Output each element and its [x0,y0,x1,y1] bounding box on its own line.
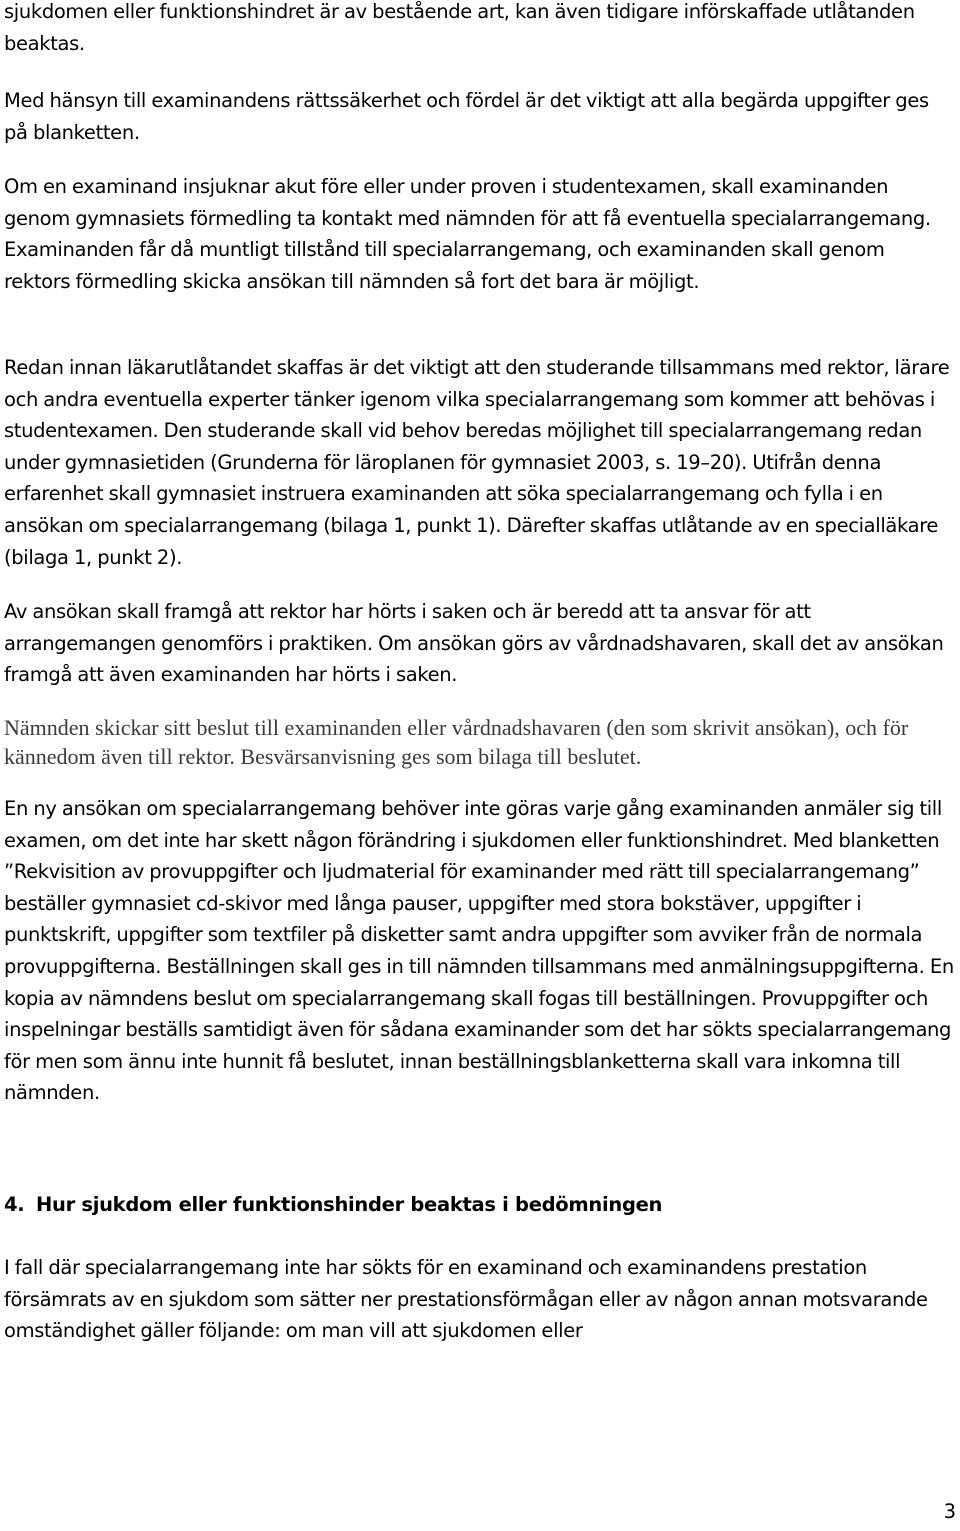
paragraph-medical-certificate: Redan innan läkarutlåtandet skaffas är det viktigt att den studerande tillsammans med rektor, lärare och andra eventuella experter tänker igenom vilka specialarrangemang som kommer att behövas i studentexamen. Den studerande skall vid behov beredas möjlighet till specialarrangemang redan under gymnasietiden (Grunderna för läroplanen för gymnasiet 2003, s. 19–20). Utifrån denna erfarenhet skall gymnasiet instruera examinanden att söka specialarrangemang och fylla i en ansökan om specialarrangemang (bilaga 1, punkt 1). Därefter skaffas utlåtande av en specialläkare (bilaga 1, punkt 2). [4,356,950,569]
paragraph-board-decision: Nämnden skickar sitt beslut till examinanden eller vårdnadshavaren (den som skrivit ansökan), och för kännedom även till rektor. Besvärsanvisning ges som bilaga till beslutet. [4,715,909,769]
section-number: 4. [4,1193,25,1216]
paragraph-assessment: I fall där specialarrangemang inte har sökts för en examinand och examinandens prestation försämrats av en sjukdom som sätter ner prestationsförmågan eller av någon annan motsvarande omständighet gäller följande: om man vill att sjukdomen eller [4,1256,928,1343]
page-number: 3 [943,1500,956,1523]
paragraph-application-rector: Av ansökan skall framgå att rektor har hörts i saken och är beredd att ta ansvar för att arrangemangen genomförs i praktiken. Om ansökan görs av vårdnadshavaren, skall det av ansökan framgå att även examinanden har hörts i saken. [4,600,944,687]
section-heading [4,1189,956,1221]
paragraph-legal-security: Med hänsyn till examinandens rättssäkerhet och fördel är det viktigt att alla begärda uppgifter ges på blanketten. [4,89,929,144]
paragraph-acute-illness: Om en examinand insjuknar akut före eller under proven i studentexamen, skall examinanden genom gymnasiets förmedling ta kontakt med nämnden för att få eventuella specialarrangemang. Examinanden får då muntligt tillstånd till specialarrangemang, och examinanden skall genom rektors förmedling skicka ansökan till nämnden så fort det bara är möjligt. [4,175,931,293]
paragraph-continuation: sjukdomen eller funktionshindret är av bestående art, kan även tidigare införskaffade utlåtanden beaktas. [4,0,915,55]
paragraph-new-application: En ny ansökan om specialarrangemang behöver inte göras varje gång examinanden anmäler sig till examen, om det inte har skett någon förändring i sjukdomen eller funktionshindret. Med blanketten ”Rekvisition av provuppgifter och ljudmaterial för examinander med rätt till specialarrangemang” beställer gymnasiet cd-skivor med långa pauser, uppgifter med stora bokstäver, uppgifter i punktskrift, uppgifter som textfiler på disketter samt andra uppgifter som avviker från de normala provuppgifterna. Beställningen skall ges in till nämnden tillsammans med anmälningsuppgifterna. En kopia av nämndens beslut om specialarrangemang skall fogas till beställningen. Provuppgifter och inspelningar beställs samtidigt även för sådana examinander som det har sökts specialarrangemang för men som ännu inte hunnit få beslutet, innan beställningsblanketterna skall vara inkomna till nämnden. [4,797,954,1105]
section-title: Hur sjukdom eller funktionshinder beaktas i bedömningen [36,1193,663,1216]
